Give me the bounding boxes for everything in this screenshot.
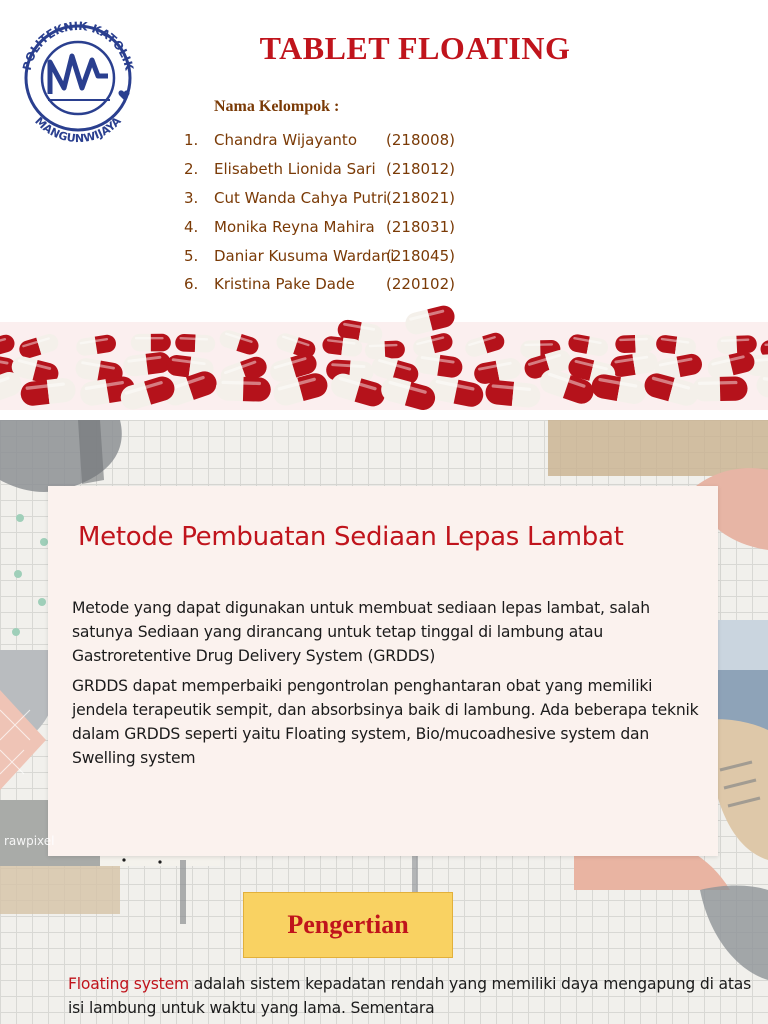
member-name: Monika Reyna Mahira: [214, 217, 375, 236]
member-number: 5.: [184, 246, 199, 265]
member-nim: (218008): [386, 131, 455, 150]
capsule: [131, 334, 171, 352]
definition-text: adalah sistem kepadatan rendah yang memiliki daya mengapung di atas isi lambung untuk waktu yang lama. Sementara: [68, 975, 752, 1017]
member-nim: (220102): [386, 275, 455, 294]
member-nim: (218045): [386, 246, 455, 265]
content-slide: [0, 420, 768, 1024]
list-item: [184, 126, 455, 155]
member-nim: (218012): [386, 160, 455, 179]
content-card: [48, 486, 718, 856]
card-title: Metode Pembuatan Sediaan Lepas Lambat: [78, 522, 624, 552]
list-item: [184, 241, 455, 270]
list-item: [184, 155, 455, 184]
list-item: [184, 212, 455, 241]
list-item: [184, 184, 455, 213]
member-number: 6.: [184, 275, 199, 294]
capsule: [615, 334, 656, 353]
member-list: [184, 126, 455, 299]
floating-system-definition: [68, 972, 758, 1020]
member-number: 1.: [184, 131, 199, 150]
member-name: Chandra Wijayanto: [214, 131, 357, 150]
watermark: rawpixel: [4, 834, 55, 848]
member-number: 3.: [184, 188, 199, 207]
logo-top-text: POLITEKNIK KATOLIK: [19, 18, 137, 72]
paragraph-grdds-techniques: GRDDS dapat memperbaiki pengontrolan penghantaran obat yang memiliki jendela terapeutik sempit, dan absorbsinya baik di lambung. Ada beberapa teknik dalam GRDDS seperti yaitu Floating system, Bio/mucoadhesive system dan Swelling system: [72, 677, 699, 767]
slide-title: TABLET FLOATING: [259, 30, 571, 66]
title-slide: [0, 0, 768, 410]
group-label: Nama Kelompok :: [214, 98, 340, 115]
member-number: 4.: [184, 217, 199, 236]
member-nim: (218031): [386, 217, 455, 236]
logo-bottom-text: MANGUNWIJAYA: [32, 114, 124, 146]
capsules-image: [0, 292, 768, 410]
capsule: [716, 335, 757, 354]
section-label: Pengertian: [287, 910, 409, 939]
member-name: Daniar Kusuma Wardani: [214, 246, 395, 265]
capsule: [215, 376, 271, 402]
member-name: Kristina Pake Dade: [214, 275, 355, 294]
member-nim: (218021): [386, 188, 455, 207]
capsule: [175, 334, 216, 353]
capsule: [692, 376, 748, 401]
paragraph-grdds-intro: Metode yang dapat digunakan untuk membuat sediaan lepas lambat, salah satunya Sediaan yang dirancang untuk tetap tinggal di lambung atau Gastroretentive Drug Delivery System (GRDDS): [72, 599, 650, 665]
capsule: [365, 340, 406, 359]
member-number: 2.: [184, 160, 199, 179]
member-name: Cut Wanda Cahya Putri: [214, 188, 388, 207]
member-name: Elisabeth Lionida Sari: [214, 160, 376, 179]
polimangunwijaya-logo: [8, 6, 148, 146]
highlight-term: Floating system: [68, 975, 189, 993]
logo-heart-icon: [119, 90, 130, 100]
section-label-box: [243, 892, 453, 958]
